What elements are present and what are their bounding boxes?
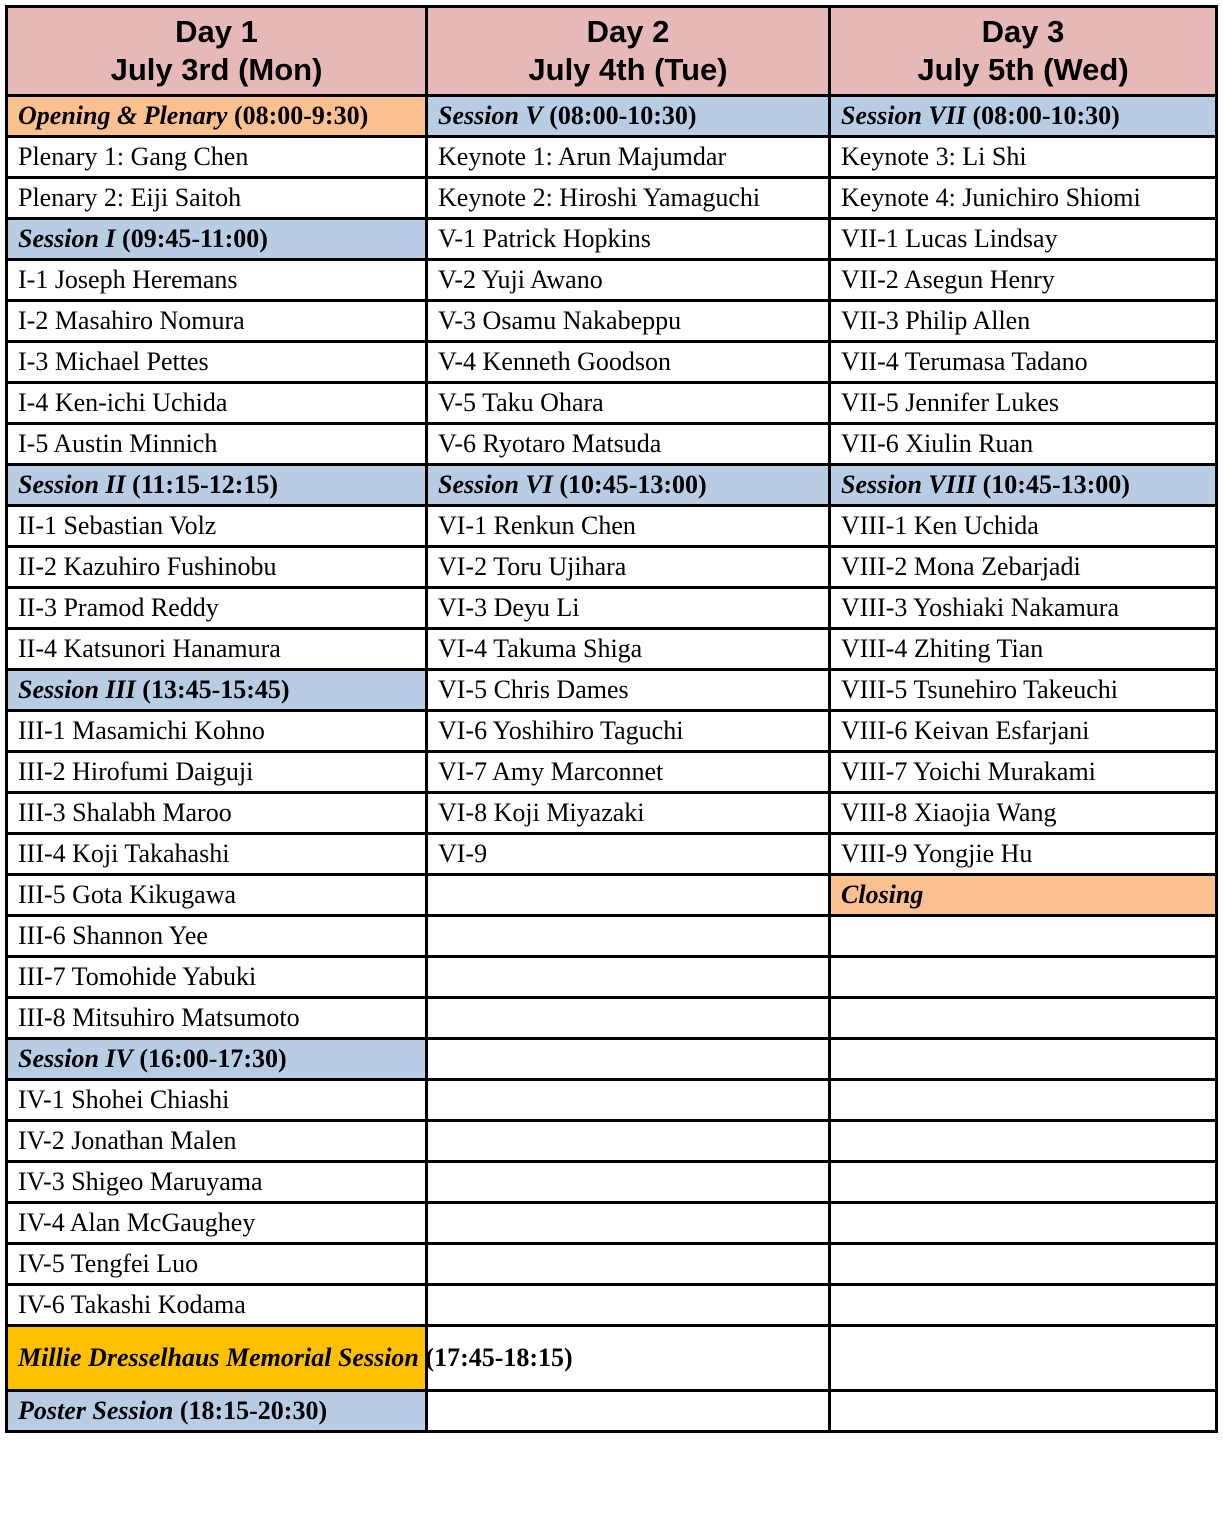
table-row xyxy=(7,137,1217,178)
table-row xyxy=(7,1285,1217,1326)
table-row xyxy=(7,1121,1217,1162)
day-label: Day 3 xyxy=(981,14,1065,49)
talk-cell: VIII-4 Zhiting Tian xyxy=(830,629,1217,670)
talk-cell: II-4 Katsunori Hanamura xyxy=(7,629,427,670)
session-name: Session VII xyxy=(841,101,966,130)
talk-cell: V-1 Patrick Hopkins xyxy=(427,219,830,260)
talk-cell: I-1 Joseph Heremans xyxy=(7,260,427,301)
table-row xyxy=(7,588,1217,629)
empty-cell xyxy=(830,916,1217,957)
table-row xyxy=(7,301,1217,342)
session-name: Poster Session xyxy=(18,1396,174,1425)
session-header xyxy=(7,1039,427,1080)
talk-cell: Plenary 1: Gang Chen xyxy=(7,137,427,178)
table-row xyxy=(7,465,1217,506)
talk-cell: Keynote 2: Hiroshi Yamaguchi xyxy=(427,178,830,219)
talk-cell: VIII-1 Ken Uchida xyxy=(830,506,1217,547)
session-time: (11:15-12:15) xyxy=(132,470,279,499)
empty-cell xyxy=(427,1391,830,1432)
empty-cell xyxy=(830,1285,1217,1326)
empty-cell xyxy=(830,1121,1217,1162)
table-row xyxy=(7,670,1217,711)
table-row xyxy=(7,998,1217,1039)
event-header xyxy=(830,875,1217,916)
empty-cell xyxy=(830,998,1217,1039)
session-name: Session IV xyxy=(18,1044,133,1073)
empty-cell xyxy=(427,998,830,1039)
table-row xyxy=(7,957,1217,998)
talk-cell: V-4 Kenneth Goodson xyxy=(427,342,830,383)
talk-cell: V-2 Yuji Awano xyxy=(427,260,830,301)
talk-cell: III-4 Koji Takahashi xyxy=(7,834,427,875)
day-label: Day 1 xyxy=(175,14,258,49)
session-time: (18:15-20:30) xyxy=(179,1396,328,1425)
table-row xyxy=(7,1080,1217,1121)
table-row xyxy=(7,752,1217,793)
session-time: (16:00-17:30) xyxy=(139,1044,287,1073)
session-header xyxy=(427,465,830,506)
day-label: Day 2 xyxy=(586,14,670,49)
session-time: (08:00-9:30) xyxy=(233,101,369,130)
session-time: (13:45-15:45) xyxy=(142,675,290,704)
talk-cell: VIII-5 Tsunehiro Takeuchi xyxy=(830,670,1217,711)
session-time: (09:45-11:00) xyxy=(122,224,268,253)
session-header xyxy=(830,465,1217,506)
talk-cell: II-2 Kazuhiro Fushinobu xyxy=(7,547,427,588)
talk-cell: Keynote 3: Li Shi xyxy=(830,137,1217,178)
session-time: (10:45-13:00) xyxy=(559,470,707,499)
date-label: July 5th (Wed) xyxy=(917,52,1129,87)
talk-cell: II-1 Sebastian Volz xyxy=(7,506,427,547)
table-row xyxy=(7,547,1217,588)
table-row xyxy=(7,711,1217,752)
session-name: Session VI xyxy=(438,470,553,499)
talk-cell: III-1 Masamichi Kohno xyxy=(7,711,427,752)
talk-cell: IV-4 Alan McGaughey xyxy=(7,1203,427,1244)
session-name: Closing xyxy=(841,880,924,909)
table-row xyxy=(7,1244,1217,1285)
empty-cell xyxy=(830,1391,1217,1432)
talk-cell: I-3 Michael Pettes xyxy=(7,342,427,383)
table-row xyxy=(7,1162,1217,1203)
header-row xyxy=(7,7,1217,96)
talk-cell: III-6 Shannon Yee xyxy=(7,916,427,957)
table-row xyxy=(7,793,1217,834)
table-row xyxy=(7,834,1217,875)
session-name: Opening & Plenary xyxy=(18,101,228,130)
talk-cell: III-3 Shalabh Maroo xyxy=(7,793,427,834)
talk-cell: I-5 Austin Minnich xyxy=(7,424,427,465)
empty-cell xyxy=(427,916,830,957)
session-header xyxy=(427,96,830,137)
empty-cell xyxy=(427,1203,830,1244)
session-header xyxy=(7,670,427,711)
table-row xyxy=(7,916,1217,957)
empty-cell xyxy=(427,1080,830,1121)
empty-cell xyxy=(830,1080,1217,1121)
talk-cell: VI-4 Takuma Shiga xyxy=(427,629,830,670)
talk-cell: V-5 Taku Ohara xyxy=(427,383,830,424)
talk-cell: III-8 Mitsuhiro Matsumoto xyxy=(7,998,427,1039)
table-row xyxy=(7,506,1217,547)
table-row xyxy=(7,383,1217,424)
empty-cell xyxy=(427,1244,830,1285)
talk-cell: Plenary 2: Eiji Saitoh xyxy=(7,178,427,219)
talk-cell: III-7 Tomohide Yabuki xyxy=(7,957,427,998)
talk-cell: VI-7 Amy Marconnet xyxy=(427,752,830,793)
talk-cell: Keynote 4: Junichiro Shiomi xyxy=(830,178,1217,219)
empty-cell xyxy=(830,1326,1217,1391)
day-header xyxy=(830,7,1217,96)
table-row xyxy=(7,875,1217,916)
table-row xyxy=(7,1391,1217,1432)
session-name: Session V xyxy=(438,101,543,130)
memorial-session-header xyxy=(7,1326,573,1391)
session-name: Session III xyxy=(18,675,136,704)
talk-cell: VIII-3 Yoshiaki Nakamura xyxy=(830,588,1217,629)
talk-cell: VI-2 Toru Ujihara xyxy=(427,547,830,588)
talk-cell: VIII-6 Keivan Esfarjani xyxy=(830,711,1217,752)
table-row xyxy=(7,342,1217,383)
talk-cell: I-2 Masahiro Nomura xyxy=(7,301,427,342)
session-name: Millie Dresselhaus Memorial Session xyxy=(18,1343,419,1372)
table-row xyxy=(7,96,1217,137)
talk-cell: VII-2 Asegun Henry xyxy=(830,260,1217,301)
empty-cell xyxy=(427,1162,830,1203)
empty-cell xyxy=(427,1039,830,1080)
talk-cell: V-3 Osamu Nakabeppu xyxy=(427,301,830,342)
empty-cell xyxy=(830,957,1217,998)
session-time: (10:45-13:00) xyxy=(982,470,1130,499)
empty-cell xyxy=(830,1039,1217,1080)
session-time: (08:00-10:30) xyxy=(549,101,697,130)
session-header xyxy=(7,219,427,260)
talk-cell: IV-3 Shigeo Maruyama xyxy=(7,1162,427,1203)
table-row xyxy=(7,424,1217,465)
talk-cell: V-6 Ryotaro Matsuda xyxy=(427,424,830,465)
table-row xyxy=(7,1039,1217,1080)
day-header xyxy=(427,7,830,96)
empty-cell xyxy=(830,1162,1217,1203)
session-time: (17:45-18:15) xyxy=(425,1343,573,1372)
talk-cell: IV-6 Takashi Kodama xyxy=(7,1285,427,1326)
empty-cell xyxy=(830,1203,1217,1244)
talk-cell: VIII-8 Xiaojia Wang xyxy=(830,793,1217,834)
session-header xyxy=(7,1391,427,1432)
table-row xyxy=(7,1203,1217,1244)
talk-cell: VI-3 Deyu Li xyxy=(427,588,830,629)
day-header xyxy=(7,7,427,96)
talk-cell: VI-9 xyxy=(427,834,830,875)
date-label: July 3rd (Mon) xyxy=(110,52,323,87)
talk-cell: III-2 Hirofumi Daiguji xyxy=(7,752,427,793)
talk-cell: II-3 Pramod Reddy xyxy=(7,588,427,629)
session-header xyxy=(7,465,427,506)
empty-cell xyxy=(830,1244,1217,1285)
table-row xyxy=(7,260,1217,301)
talk-cell: VII-1 Lucas Lindsay xyxy=(830,219,1217,260)
empty-cell xyxy=(427,1121,830,1162)
empty-cell xyxy=(427,1285,830,1326)
table-row xyxy=(7,178,1217,219)
talk-cell: IV-1 Shohei Chiashi xyxy=(7,1080,427,1121)
talk-cell: VIII-7 Yoichi Murakami xyxy=(830,752,1217,793)
empty-cell xyxy=(427,957,830,998)
talk-cell: VIII-9 Yongjie Hu xyxy=(830,834,1217,875)
talk-cell: IV-5 Tengfei Luo xyxy=(7,1244,427,1285)
empty-cell xyxy=(427,875,830,916)
talk-cell: VI-5 Chris Dames xyxy=(427,670,830,711)
talk-cell: VI-6 Yoshihiro Taguchi xyxy=(427,711,830,752)
session-name: Session VIII xyxy=(841,470,977,499)
session-name: Session I xyxy=(18,224,116,253)
table-row xyxy=(7,1326,1217,1391)
talk-cell: VII-5 Jennifer Lukes xyxy=(830,383,1217,424)
talk-cell: I-4 Ken-ichi Uchida xyxy=(7,383,427,424)
session-name: Session II xyxy=(18,470,126,499)
talk-cell: VII-3 Philip Allen xyxy=(830,301,1217,342)
talk-cell: VI-8 Koji Miyazaki xyxy=(427,793,830,834)
talk-cell: VIII-2 Mona Zebarjadi xyxy=(830,547,1217,588)
talk-cell: VI-1 Renkun Chen xyxy=(427,506,830,547)
event-header xyxy=(7,96,427,137)
schedule-body xyxy=(7,96,1217,1432)
talk-cell: III-5 Gota Kikugawa xyxy=(7,875,427,916)
talk-cell: Keynote 1: Arun Majumdar xyxy=(427,137,830,178)
session-header xyxy=(830,96,1217,137)
table-row xyxy=(7,629,1217,670)
date-label: July 4th (Tue) xyxy=(528,52,728,87)
schedule-table xyxy=(5,5,1218,1433)
talk-cell: VII-6 Xiulin Ruan xyxy=(830,424,1217,465)
talk-cell: VII-4 Terumasa Tadano xyxy=(830,342,1217,383)
session-time: (08:00-10:30) xyxy=(972,101,1120,130)
table-row xyxy=(7,219,1217,260)
talk-cell: IV-2 Jonathan Malen xyxy=(7,1121,427,1162)
